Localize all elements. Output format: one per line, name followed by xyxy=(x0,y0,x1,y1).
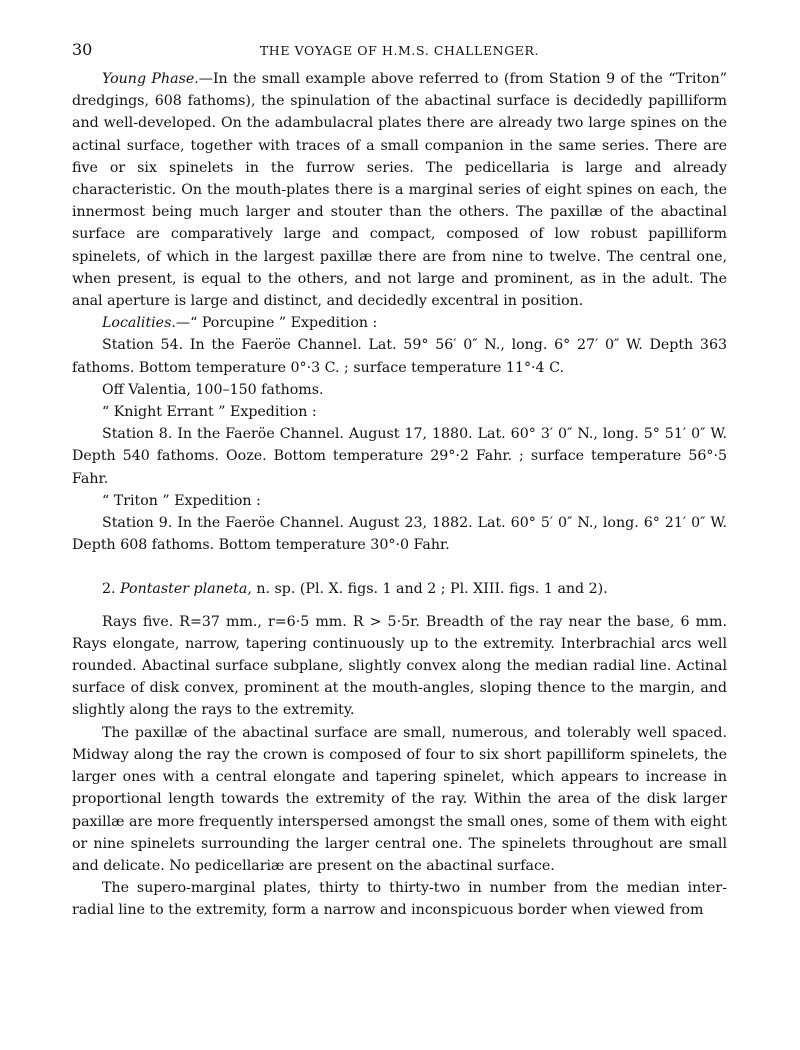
localities-heading: Localities. xyxy=(102,315,176,332)
species-description-1: Rays five. R=37 mm., r=6·5 mm. R > 5·5r. Breadth of the ray near the base, 6 mm. Rays elongate, narrow, tapering continuously up to the extremity. Interbrachial arcs well rounded. Abactinal surface subplane, slightly convex along the median radial line. Actinal surface of disk convex, prominent at the mouth-angles, sloping thence to the margin, and slightly along the rays to the extremity. xyxy=(72,613,727,719)
station-8: Station 8. In the Faeröe Channel. August 17, 1880. Lat. 60° 3′ 0″ N., long. 5° 51′ 0″ W. Depth 540 fathoms. Ooze. Bottom temperature 29°·2 Fahr. ; surface temperature 56°·5 Fahr. xyxy=(72,426,727,487)
species-name: Pontaster planeta xyxy=(120,581,248,598)
species-heading xyxy=(72,578,727,600)
young-phase-text: —In the small example above referred to (from Station 9 of the “Triton” dredgings, 608 fathoms), the spinulation of the abactinal surface is decidedly papilliform and well-developed. On the adambulacral plates there are already two large spines on the actinal surface, together with traces of a small companion in the same series. There are five or six spinelets in the furrow series. The pedicellaria is large and already characteristic. On the mouth-plates there is a marginal series of eight spines on each, the innermost being much larger and stouter than the others. The paxillæ of the abactinal surface are comparatively large and compact, composed of low robust papilliform spinelets, of which in the largest paxillæ there are from nine to twelve. The central one, when present, is equal to the others, and not large and prominent, as in the adult. The anal aperture is large and distinct, and decidedly excentral in position. xyxy=(72,71,727,310)
station-54: Station 54. In the Faeröe Channel. Lat. 59° 56′ 0″ N., long. 6° 27′ 0″ W. Depth 363 fathoms. Bottom temperature 0°·3 C. ; surface temperature 11°·4 C. xyxy=(72,337,727,376)
knight-errant-expedition: “ Knight Errant ” Expedition : xyxy=(102,404,317,421)
species-description-3: The supero-marginal plates, thirty to thirty-two in number from the median inter-radial line to the extremity, form a narrow and inconspicuous border when viewed from xyxy=(72,880,727,919)
porcupine-expedition: —“ Porcupine ” Expedition : xyxy=(175,315,378,332)
off-valentia: Off Valentia, 100–150 fathoms. xyxy=(102,381,324,398)
species-description-2: The paxillæ of the abactinal surface are small, numerous, and tolerably well spaced. Midway along the ray the crown is composed of four to six short papilliform spinelets, the larger ones with a central elongate and tapering spinelet, which appears to increase in proportional length towards the extremity of the ray. Within the area of the disk larger paxillæ are more frequently interspersed amongst the small ones, some of them with eight or nine spinelets surrounding the larger central one. The spinelets throughout are small and delicate. No pedicellariæ are present on the abactinal surface. xyxy=(72,724,727,874)
triton-expedition: “ Triton ” Expedition : xyxy=(102,492,261,509)
localities-paragraph xyxy=(72,312,727,334)
heading-spacer xyxy=(72,601,727,611)
running-title: THE VOYAGE OF H.M.S. CHALLENGER. xyxy=(259,43,540,58)
page-number: 30 xyxy=(72,40,93,59)
species-number: 2. xyxy=(102,581,116,598)
young-phase-heading: Young Phase. xyxy=(102,71,199,87)
page xyxy=(72,40,727,922)
species-reference: , n. sp. (Pl. X. figs. 1 and 2 ; Pl. XIII. figs. 1 and 2). xyxy=(247,581,608,598)
page-header xyxy=(72,40,727,68)
section-spacer xyxy=(72,556,727,578)
young-phase-paragraph xyxy=(72,68,727,312)
station-9: Station 9. In the Faeröe Channel. August 23, 1882. Lat. 60° 5′ 0″ N., long. 6° 21′ 0″ W. Depth 608 fathoms. Bottom temperature 30°·0 Fahr. xyxy=(72,515,727,554)
